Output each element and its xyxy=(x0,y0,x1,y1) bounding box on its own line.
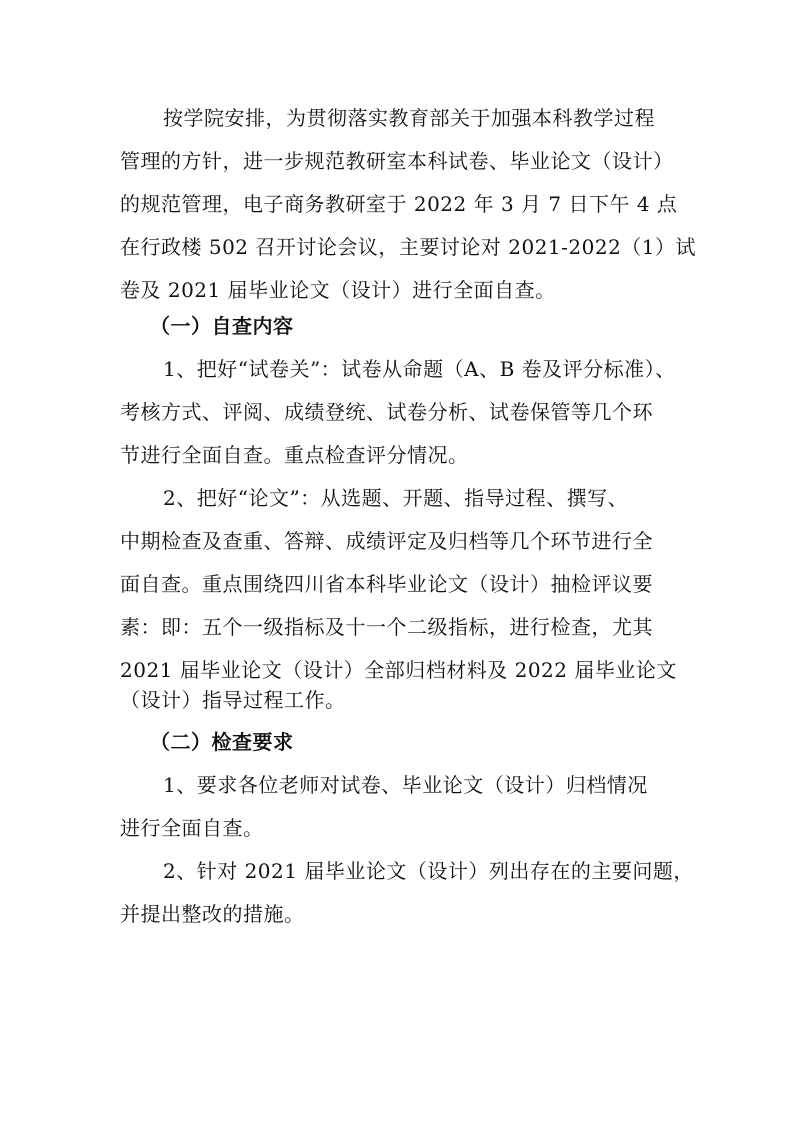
intro-line-3: 的规范管理，电子商务教研室于 2022 年 3 月 7 日下午 4 点 xyxy=(120,192,678,216)
section2-item2-line-2: 并提出整改的措施。 xyxy=(120,902,305,926)
section2-item2-line-1: 2、针对 2021 届毕业论文（设计）列出存在的主要问题， xyxy=(163,859,694,883)
intro-line-2: 管理的方针，进一步规范教研室本科试卷、毕业论文（设计） xyxy=(120,149,674,173)
section1-item2-line-1: 2、把好“论文”：从选题、开题、指导过程、撰写、 xyxy=(163,486,629,510)
section1-item2-line-4: 素：即：五个一级指标及十一个二级指标，进行检查，尤其 xyxy=(120,615,653,639)
section2-item1-line-1: 1、要求各位老师对试卷、毕业论文（设计）归档情况 xyxy=(163,773,648,797)
section1-item1-line-2: 考核方式、评阅、成绩登统、试卷分析、试卷保管等几个环 xyxy=(120,400,653,424)
section1-item1-line-1: 1、把好“试卷关”：试卷从命题（A、B 卷及评分标准）、 xyxy=(163,357,676,381)
intro-line-5: 卷及 2021 届毕业论文（设计）进行全面自查。 xyxy=(120,278,556,302)
intro-line-4: 在行政楼 502 召开讨论会议，主要讨论对 2021-2022（1）试 xyxy=(120,235,697,259)
section1-item2-line-5: 2021 届毕业论文（设计）全部归档材料及 2022 届毕业论文 xyxy=(120,658,677,682)
section1-heading: （一）自查内容 xyxy=(150,314,294,338)
section1-item2-line-3: 面自查。重点围绕四川省本科毕业论文（设计）抽检评议要 xyxy=(120,572,653,596)
section1-item2-line-2: 中期检查及查重、答辩、成绩评定及归档等几个环节进行全 xyxy=(120,529,653,553)
intro-line-1: 按学院安排，为贯彻落实教育部关于加强本科教学过程 xyxy=(163,106,655,130)
section1-item1-line-3: 节进行全面自查。重点检查评分情况。 xyxy=(120,443,469,467)
section2-heading: （二）检查要求 xyxy=(150,730,294,754)
section2-item1-line-2: 进行全面自查。 xyxy=(120,816,264,840)
section1-item2-line-6: （设计）指导过程工作。 xyxy=(120,688,346,712)
